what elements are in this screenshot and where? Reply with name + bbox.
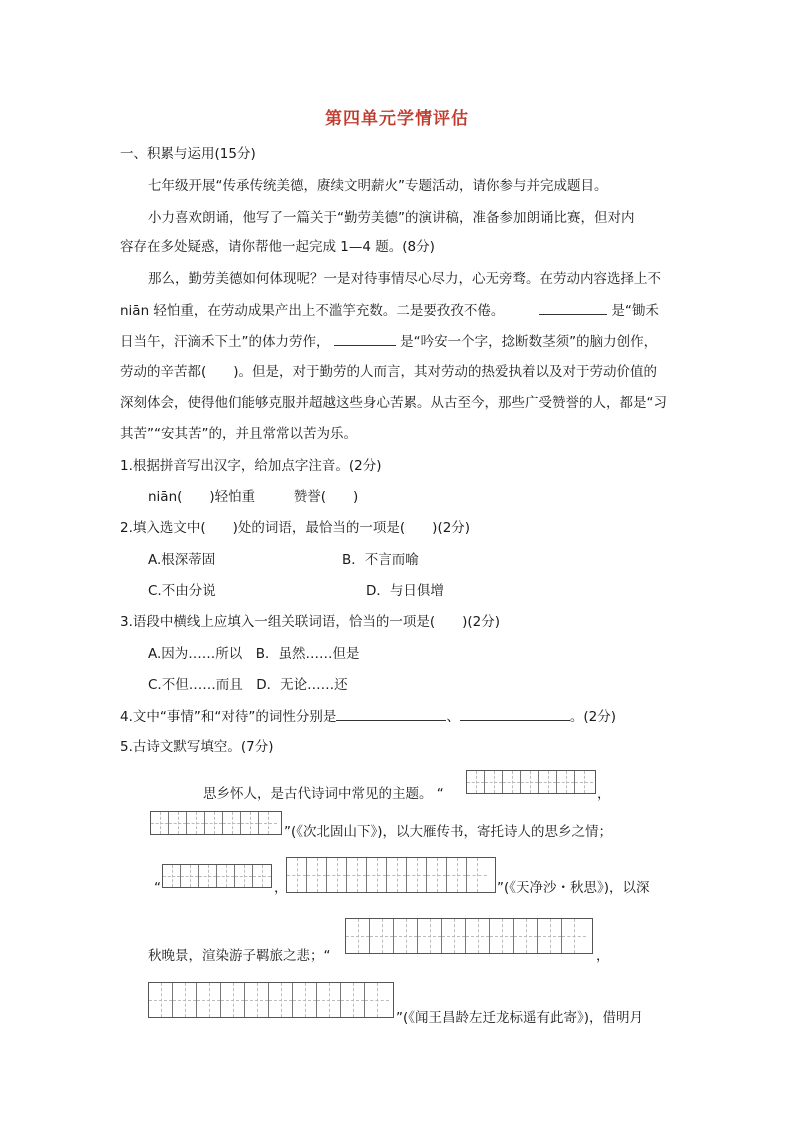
question-options [148,487,708,507]
passage-line [120,331,680,352]
grid-cell[interactable] [514,919,538,953]
grid-cell[interactable] [197,983,221,1017]
grid-cell[interactable] [245,983,269,1017]
question-stem: 2.填入选文中( )处的词语，最恰当的一项是( )(2分) [120,520,471,536]
grid-cell[interactable] [539,771,557,793]
grid-cell[interactable] [163,865,181,887]
question-stem [120,706,680,727]
writing-grid[interactable] [345,918,593,954]
grid-cell[interactable] [370,919,394,953]
option-d[interactable]: D．与日俱增 [366,583,444,599]
grid-cell[interactable] [387,858,407,892]
grid-cell[interactable] [149,983,173,1017]
grid-cell[interactable] [347,858,367,892]
grid-cell[interactable] [521,771,539,793]
grid-cell[interactable] [490,919,514,953]
grid-cell[interactable] [169,812,187,834]
q4-text: 4.文中“事情”和“对待”的词性分别是 [120,709,337,725]
answer-blank[interactable] [334,331,396,346]
intro-line: 容存在多处疑惑，请你帮他一起完成 1—4 题。(8分) [120,239,435,255]
option-a[interactable]: A.根深蒂固 [148,552,216,568]
grid-cell[interactable] [466,919,490,953]
q5-text: ， [596,948,610,964]
grid-cell[interactable] [418,919,442,953]
grid-cell[interactable] [307,858,327,892]
question-options [148,581,708,601]
answer-blank[interactable] [539,300,607,315]
grid-cell[interactable] [575,771,593,793]
q5-text: 秋晚景，渲染游子羁旅之悲；“ [148,948,331,964]
q5-text: “ [154,880,161,896]
answer-blank[interactable] [336,706,446,721]
question-stem: 5.古诗文默写填空。(7分) [120,739,274,755]
passage-text: 日当午，汗滴禾下土”的体力劳作， [120,334,330,350]
q5-text: 思乡怀人，是古代诗词中常见的主题。 “ [203,786,444,802]
writing-grid[interactable] [150,811,282,835]
grid-cell[interactable] [287,858,307,892]
grid-cell[interactable] [173,983,197,1017]
section-heading: 一、积累与运用(15分) [120,146,256,162]
question-options[interactable]: A.因为……所以 B．虽然……但是 [148,646,360,662]
page-title: 第四单元学情评估 [325,109,469,129]
grid-cell[interactable] [447,858,467,892]
grid-cell[interactable] [253,865,271,887]
grid-cell[interactable] [217,865,235,887]
grid-cell[interactable] [151,812,169,834]
option-c[interactable]: C.不由分说 [148,583,216,599]
q4-text: 。(2分) [569,709,616,725]
grid-cell[interactable] [241,812,259,834]
answer-blank[interactable] [460,706,570,721]
passage-line [120,300,680,321]
question-options[interactable]: C.不但……而且 D．无论……还 [148,677,348,693]
grid-cell[interactable] [327,858,347,892]
option-b[interactable]: B．不言而喻 [342,552,419,568]
grid-cell[interactable] [367,858,387,892]
q4-text: 、 [446,709,460,725]
grid-cell[interactable] [317,983,341,1017]
grid-cell[interactable] [235,865,253,887]
grid-cell[interactable] [223,812,241,834]
passage-text: 是“锄禾 [611,303,659,319]
grid-cell[interactable] [538,919,562,953]
grid-cell[interactable] [341,983,365,1017]
q1-item-a[interactable]: niān( )轻怕重 [148,489,256,505]
grid-cell[interactable] [427,858,447,892]
passage-text: niān 轻怕重，在劳动成果产出上不滥竽充数。二是要孜孜不倦。 [120,303,505,319]
passage-line: 其苦”“安其苦”的，并且常常以苦为乐。 [120,426,357,442]
intro-line: 七年级开展“传承传统美德，赓续文明薪火”专题活动，请你参与并完成题目。 [148,178,608,194]
grid-cell[interactable] [467,858,487,892]
question-options [148,550,708,570]
grid-cell[interactable] [485,771,503,793]
q5-text: ， [597,786,611,802]
q5-text: ”(《天净沙・秋思》)，以深 [497,880,650,896]
grid-cell[interactable] [365,983,389,1017]
passage-line: 深刻体会，使得他们能够克服并超越这些身心苦累。从古至今，那些广受赞誉的人，都是“习 [120,395,667,411]
writing-grid[interactable] [162,864,272,888]
writing-grid[interactable] [466,770,596,794]
intro-line: 小力喜欢朗诵，他写了一篇关于“勤劳美德”的演讲稿，准备参加朗诵比赛，但对内 [148,210,635,226]
q5-text: ， [274,880,288,896]
grid-cell[interactable] [503,771,521,793]
grid-cell[interactable] [407,858,427,892]
q5-text: ”(《闻王昌龄左迁龙标遥有此寄》)，借明月 [396,1010,644,1026]
writing-grid[interactable] [286,857,496,893]
q1-item-b[interactable]: 赞誉( ) [293,489,359,505]
grid-cell[interactable] [442,919,466,953]
grid-cell[interactable] [199,865,217,887]
writing-grid[interactable] [148,982,394,1018]
grid-cell[interactable] [557,771,575,793]
grid-cell[interactable] [259,812,277,834]
question-stem: 1.根据拼音写出汉字，给加点字注音。(2分) [120,458,382,474]
grid-cell[interactable] [293,983,317,1017]
grid-cell[interactable] [346,919,370,953]
passage-line: 劳动的辛苦都( )。但是，对于勤劳的人而言，其对劳动的热爱执着以及对于劳动价值的 [120,364,658,380]
grid-cell[interactable] [269,983,293,1017]
grid-cell[interactable] [221,983,245,1017]
passage-line: 那么，勤劳美德如何体现呢？一是对待事情尽心尽力，心无旁骛。在劳动内容选择上不 [148,271,661,287]
grid-cell[interactable] [187,812,205,834]
grid-cell[interactable] [394,919,418,953]
q5-text: ”(《次北固山下》)，以大雁传书，寄托诗人的思乡之情； [284,824,613,840]
grid-cell[interactable] [467,771,485,793]
passage-text: 是“吟安一个字，捻断数茎须”的脑力创作， [400,334,658,350]
grid-cell[interactable] [205,812,223,834]
grid-cell[interactable] [181,865,199,887]
grid-cell[interactable] [562,919,586,953]
question-stem: 3.语段中横线上应填入一组关联词语，恰当的一项是( )(2分) [120,614,501,630]
